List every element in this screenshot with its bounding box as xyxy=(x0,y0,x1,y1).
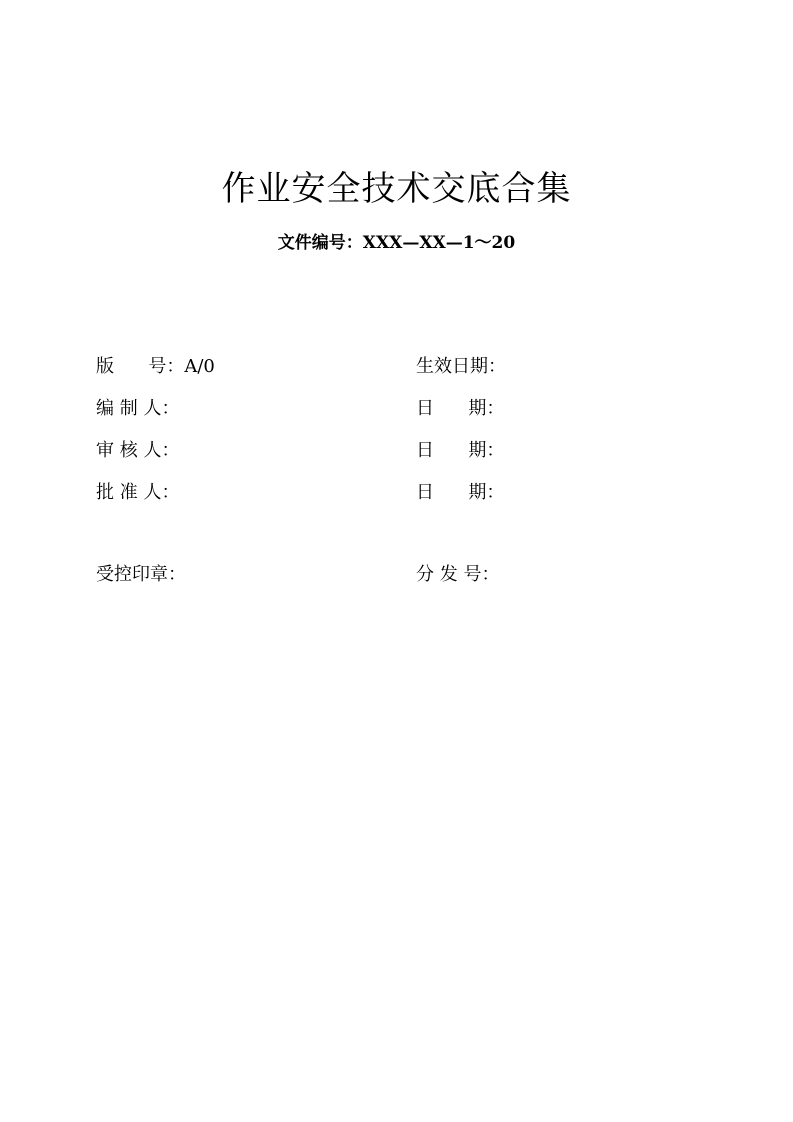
version-field: 版 号：A/0 xyxy=(96,356,215,377)
reviewed-date-field: 日 期： xyxy=(416,440,505,461)
approved-date-field: 日 期： xyxy=(416,482,505,503)
effective-date-field: 生效日期： xyxy=(416,356,506,377)
approved-by-field: 批 准 人： xyxy=(96,482,180,503)
compiled-by-field: 编 制 人： xyxy=(96,398,180,419)
reviewed-by-field: 审 核 人： xyxy=(96,440,180,461)
compiled-date-field: 日 期： xyxy=(416,398,505,419)
distribution-number-field: 分 发 号： xyxy=(416,564,500,585)
controlled-stamp-field: 受控印章： xyxy=(96,564,186,585)
document-title: 作业安全技术交底合集 xyxy=(221,169,572,209)
document-number: 文件编号：XXX—XX—1～20 xyxy=(277,233,516,253)
